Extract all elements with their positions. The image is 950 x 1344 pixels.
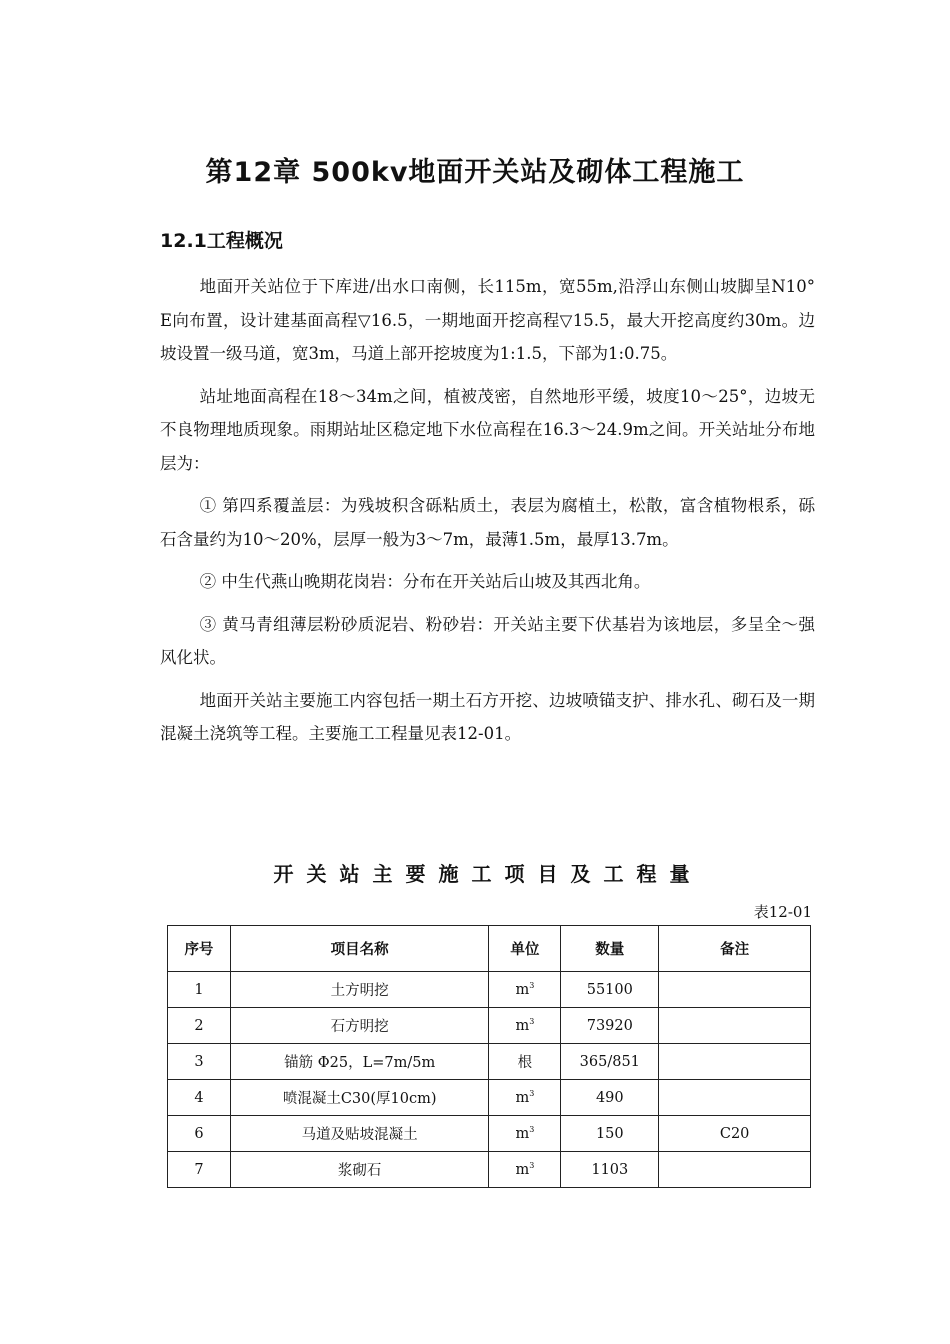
cell-unit: $m^3$: [489, 1116, 561, 1152]
cell-unit: $m^3$: [489, 1080, 561, 1116]
header-qty: 数量: [561, 926, 659, 972]
cell-name: 锚筋 Φ25，L=7m/5m: [230, 1044, 489, 1080]
cell-note: [659, 1080, 811, 1116]
table-row: [168, 972, 811, 1008]
section-title: 12.1工程概况: [160, 230, 283, 252]
header-name: 项目名称: [230, 926, 489, 972]
cell-no: 4: [168, 1080, 231, 1116]
table-title: 开关站主要施工项目及工程量: [273, 862, 703, 886]
cell-name: 浆砌石: [230, 1152, 489, 1188]
cell-name: 土方明挖: [230, 972, 489, 1008]
cell-qty: 73920: [561, 1008, 659, 1044]
cell-note: [659, 1044, 811, 1080]
cell-note: C20: [659, 1116, 811, 1152]
cell-note: [659, 1152, 811, 1188]
cell-no: 1: [168, 972, 231, 1008]
table-row: [168, 1044, 811, 1080]
paragraph-layer-1: ① 第四系覆盖层：为残坡积含砾粘质土，表层为腐植土，松散，富含植物根系，砾石含量约为10～20%，层厚一般为3～7m，最薄1.5m，最厚13.7m。: [160, 496, 815, 549]
table-header-row: [168, 926, 811, 972]
cell-unit: $m^3$: [489, 972, 561, 1008]
body-text: [160, 270, 815, 760]
cell-qty: 490: [561, 1080, 659, 1116]
paragraph-layer-3: ③ 黄马青组薄层粉砂质泥岩、粉砂岩：开关站主要下伏基岩为该地层，多呈全～强风化状。: [160, 614, 815, 667]
cell-qty: 365/851: [561, 1044, 659, 1080]
paragraph-layer-2: ② 中生代燕山晚期花岗岩：分布在开关站后山坡及其西北角。: [199, 572, 651, 591]
cell-name: 马道及贴坡混凝土: [230, 1116, 489, 1152]
cell-note: [659, 972, 811, 1008]
cell-unit: $m^3$: [489, 1008, 561, 1044]
cell-unit: 根: [489, 1044, 561, 1080]
header-no: 序号: [168, 926, 231, 972]
table-row: [168, 1080, 811, 1116]
header-unit: 单位: [489, 926, 561, 972]
cell-no: 7: [168, 1152, 231, 1188]
paragraph-overview: 地面开关站位于下库进/出水口南侧，长115m，宽55m,沿浮山东侧山坡脚呈N10° E向布置，设计建基面高程▽16.5，一期地面开挖高程▽15.5，最大开挖高度约30m。边坡设置一级马道，宽3m，马道上部开挖坡度为1:1.5，下部为1:0.75。: [160, 277, 815, 363]
cell-no: 3: [168, 1044, 231, 1080]
paragraph-terrain: 站址地面高程在18～34m之间，植被茂密，自然地形平缓，坡度10～25°，边坡无不良物理地质现象。雨期站址区稳定地下水位高程在16.3～24.9m之间。开关站址分布地层为：: [160, 386, 815, 473]
cell-no: 6: [168, 1116, 231, 1152]
table-row: [168, 1116, 811, 1152]
cell-name: 喷混凝土C30(厚10cm): [230, 1080, 489, 1116]
cell-no: 2: [168, 1008, 231, 1044]
paragraph-scope: 地面开关站主要施工内容包括一期土石方开挖、边坡喷锚支护、排水孔、砌石及一期混凝土浇筑等工程。主要施工工程量见表12-01。: [160, 690, 815, 743]
cell-qty: 55100: [561, 972, 659, 1008]
table-row: [168, 1008, 811, 1044]
cell-qty: 1103: [561, 1152, 659, 1188]
cell-note: [659, 1008, 811, 1044]
cell-name: 石方明挖: [230, 1008, 489, 1044]
table-number: 表12-01: [753, 903, 812, 921]
quantity-table: [167, 925, 811, 1188]
cell-qty: 150: [561, 1116, 659, 1152]
cell-unit: $m^3$: [489, 1152, 561, 1188]
table-row: [168, 1152, 811, 1188]
header-note: 备注: [659, 926, 811, 972]
chapter-title: 第12章 500kv地面开关站及砌体工程施工: [205, 157, 745, 188]
